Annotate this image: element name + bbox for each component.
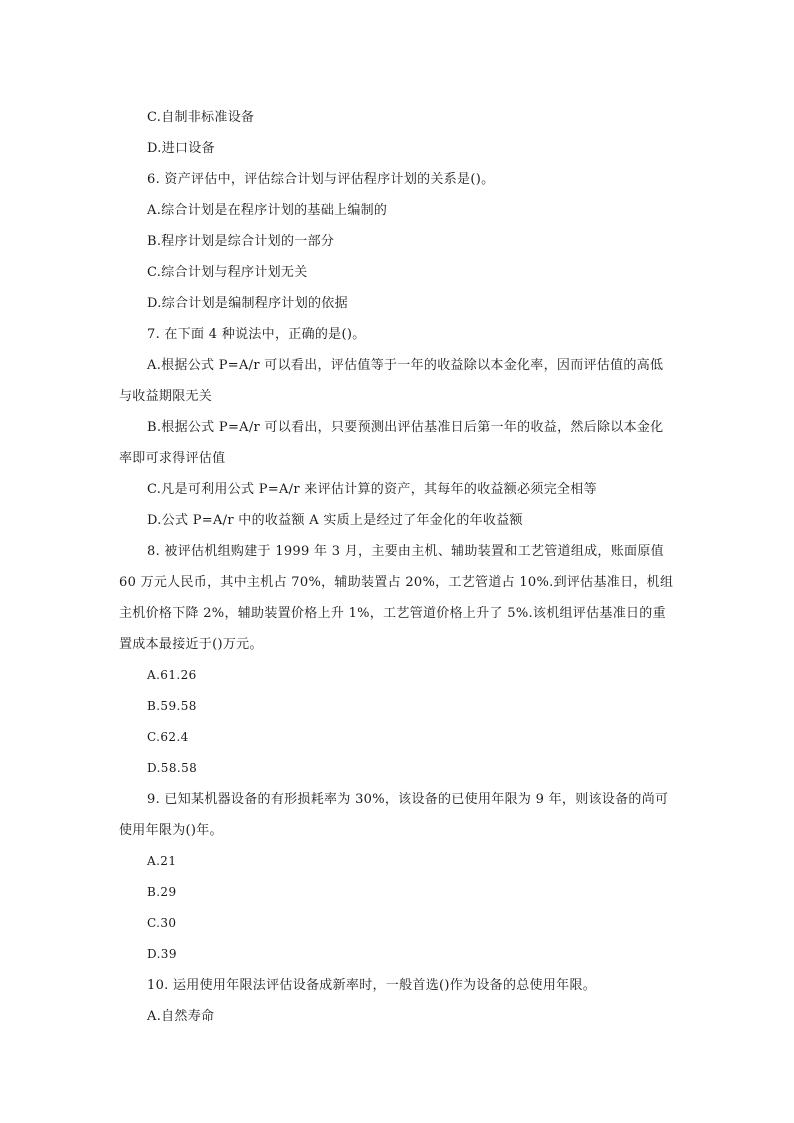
question-6-option-d: D.综合计划是编制程序计划的依据 bbox=[147, 296, 348, 311]
option-d-prev: D.进口设备 bbox=[147, 141, 215, 156]
question-9-option-c: C.30 bbox=[147, 916, 177, 930]
question-9-option-b: B.29 bbox=[147, 885, 177, 899]
question-7-option-d: D.公式 P=A/r 中的收益额 A 实质上是经过了年金化的年收益额 bbox=[147, 513, 523, 528]
question-6-option-c: C.综合计划与程序计划无关 bbox=[147, 265, 308, 280]
question-10: 10. 运用使用年限法评估设备成新率时，一般首选()作为设备的总使用年限。 bbox=[147, 978, 597, 993]
question-7: 7. 在下面 4 种说法中，正确的是()。 bbox=[147, 327, 366, 342]
question-9-option-d: D.39 bbox=[147, 947, 177, 961]
question-8-option-d: D.58.58 bbox=[147, 761, 198, 775]
question-6: 6. 资产评估中，评估综合计划与评估程序计划的关系是()。 bbox=[147, 172, 495, 187]
option-c-prev: C.自制非标准设备 bbox=[147, 110, 255, 125]
question-7-option-b: B.根据公式 P=A/r 可以看出，只要预测出评估基准日后第一年的收益，然后除以本金化率即可求得评估值 bbox=[119, 420, 664, 466]
question-10-option-a: A.自然寿命 bbox=[147, 1009, 215, 1024]
question-7-option-c: C.凡是可利用公式 P=A/r 来评估计算的资产，其每年的收益额必须完全相等 bbox=[147, 482, 597, 497]
question-8-option-b: B.59.58 bbox=[147, 699, 197, 713]
document-body bbox=[119, 102, 675, 1032]
question-8-option-c: C.62.4 bbox=[147, 730, 189, 744]
question-8: 8. 被评估机组购建于 1999 年 3 月，主要由主机、辅助装置和工艺管道组成，账面原值60 万元人民币，其中主机占 70%，辅助装置占 20%，工艺管道占 10%.到评估基准日，机组主机价格下降 2%，辅助装置价格上升 1%，工艺管道价格上升了 5%.该机组评估基准日的重置成本最接近于()万元。 bbox=[119, 544, 674, 652]
question-6-option-b: B.程序计划是综合计划的一部分 bbox=[147, 234, 335, 249]
question-6-option-a: A.综合计划是在程序计划的基础上编制的 bbox=[147, 203, 388, 218]
question-9: 9. 已知某机器设备的有形损耗率为 30%，该设备的已使用年限为 9 年，则该设备的尚可使用年限为()年。 bbox=[119, 792, 669, 838]
question-8-option-a: A.61.26 bbox=[147, 668, 197, 682]
question-9-option-a: A.21 bbox=[147, 854, 177, 868]
question-7-option-a: A.根据公式 P=A/r 可以看出，评估值等于一年的收益除以本金化率，因而评估值的高低与收益期限无关 bbox=[119, 358, 664, 404]
